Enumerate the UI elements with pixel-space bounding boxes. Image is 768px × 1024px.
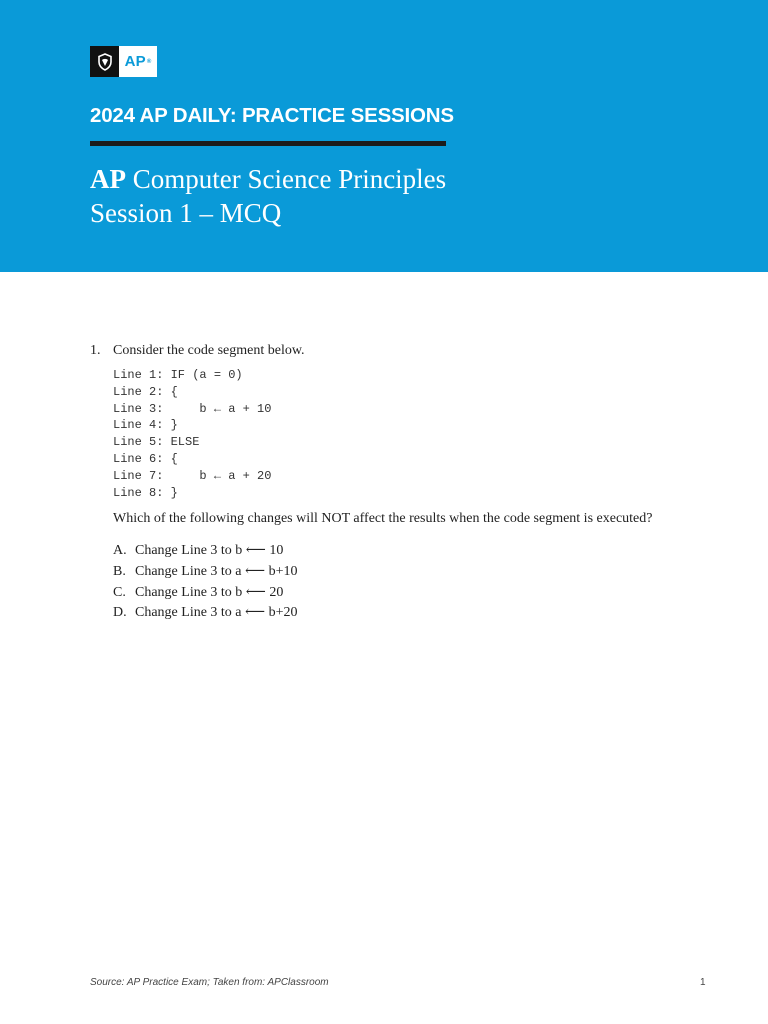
question-prompt: Which of the following changes will NOT affect the results when the code segment is executed? [113,511,653,526]
series-title: 2024 AP DAILY: PRACTICE SESSIONS [90,104,454,127]
option-c [113,583,298,604]
option-letter: C. [113,584,126,600]
page-number: 1 [700,977,706,988]
option-text: Change Line 3 to a ⟵ b+20 [135,605,298,621]
ap-wordmark-text: AP [124,53,146,70]
ap-wordmark [119,46,157,77]
option-letter: A. [113,543,127,558]
code-line: Line 5: ELSE [113,435,200,450]
registered-mark: ® [146,58,152,65]
session-label: Session 1 – MCQ [90,198,282,228]
question-stem: Consider the code segment below. [113,343,305,358]
code-line: Line 6: { [113,451,178,466]
course-title [90,162,446,230]
option-text: Change Line 3 to b ⟵ 10 [135,543,284,558]
code-line: Line 8: } [113,485,178,500]
code-line: Line 1: IF (a = 0) [113,368,243,382]
option-text: Change Line 3 to b ⟵ 20 [135,584,284,600]
option-letter: D. [113,605,127,621]
ap-logo [90,46,157,77]
code-segment [113,367,271,501]
code-line: Line 2: { [113,384,178,399]
option-text: Change Line 3 to a ⟵ b+10 [135,563,298,579]
option-a [113,541,298,562]
acorn-shield-icon [90,46,119,77]
code-line: Line 7: b ← a + 20 [113,468,272,483]
option-d [113,603,298,624]
title-rule [90,141,446,146]
footer-source: Source: AP Practice Exam; Taken from: APClassroom [90,977,329,988]
course-prefix: AP [90,164,126,194]
course-name: Computer Science Principles [132,164,447,194]
code-line: Line 4: } [113,418,178,433]
question-number: 1. [90,343,101,358]
header-banner [0,0,768,272]
option-b [113,562,298,583]
code-line: Line 3: b ← a + 10 [113,401,272,416]
option-letter: B. [113,563,126,579]
answer-options [113,541,298,624]
